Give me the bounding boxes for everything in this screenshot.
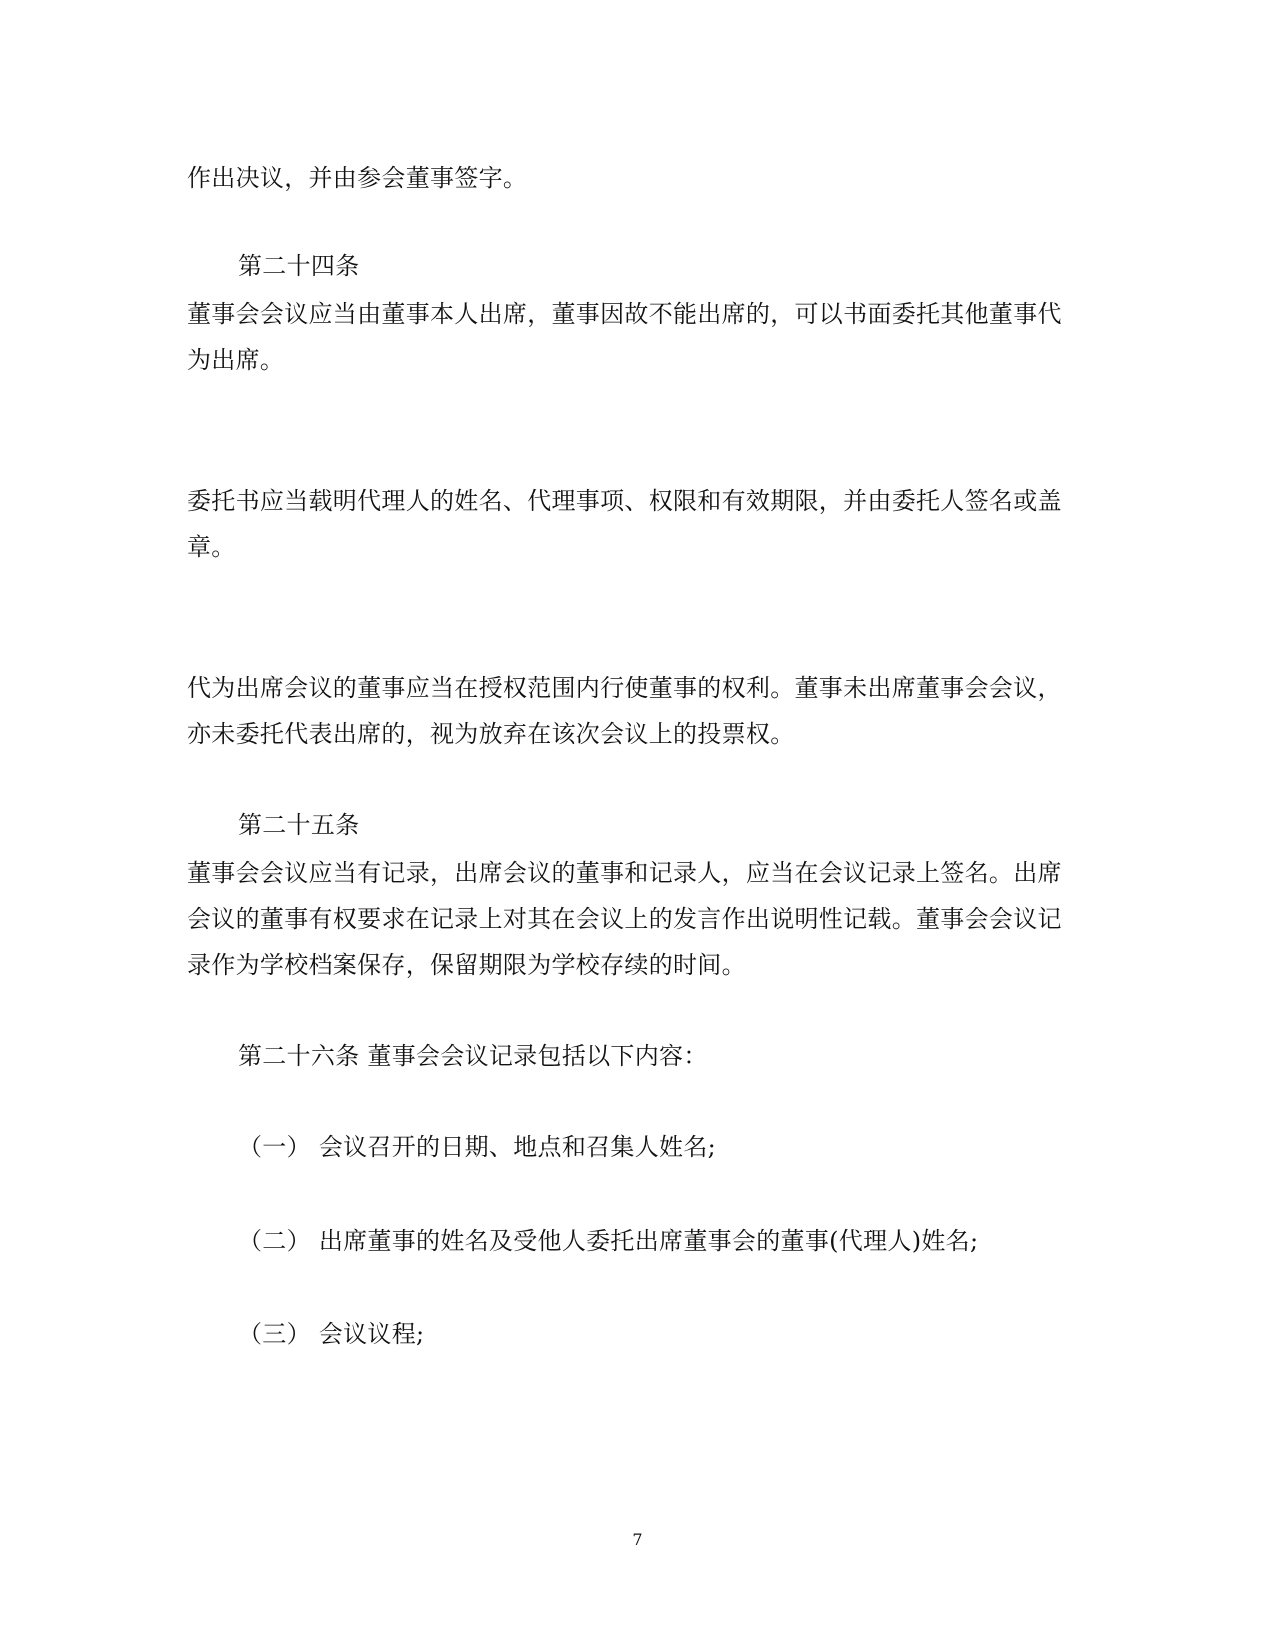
article-heading: 第二十五条 (238, 811, 360, 839)
paragraph-line: 董事会会议应当由董事本人出席，董事因故不能出席的，可以书面委托其他董事代 (187, 300, 1062, 328)
paragraph-line: 代为出席会议的董事应当在授权范围内行使董事的权利。董事未出席董事会会议， (187, 674, 1062, 702)
paragraph-line: 亦未委托代表出席的，视为放弃在该次会议上的投票权。 (187, 720, 795, 748)
paragraph-line: 章。 (187, 533, 236, 561)
list-item: （二） 出席董事的姓名及受他人委托出席董事会的董事(代理人)姓名; (238, 1227, 979, 1255)
article-heading: 第二十六条 董事会会议记录包括以下内容： (238, 1042, 708, 1070)
paragraph-line: 录作为学校档案保存，保留期限为学校存续的时间。 (187, 951, 746, 979)
article-heading: 第二十四条 (238, 252, 360, 280)
paragraph-line: 为出席。 (187, 346, 285, 374)
paragraph-line: 会议的董事有权要求在记录上对其在会议上的发言作出说明性记载。董事会会议记 (187, 905, 1062, 933)
paragraph-line: 董事会会议应当有记录，出席会议的董事和记录人，应当在会议记录上签名。出席 (187, 859, 1062, 887)
paragraph-line: 作出决议，并由参会董事签字。 (187, 164, 528, 192)
list-item: （三） 会议议程; (238, 1320, 425, 1348)
list-item: （一） 会议召开的日期、地点和召集人姓名; (238, 1133, 717, 1161)
page-number: 7 (632, 1530, 643, 1549)
paragraph-line: 委托书应当载明代理人的姓名、代理事项、权限和有效期限，并由委托人签名或盖 (187, 487, 1062, 515)
